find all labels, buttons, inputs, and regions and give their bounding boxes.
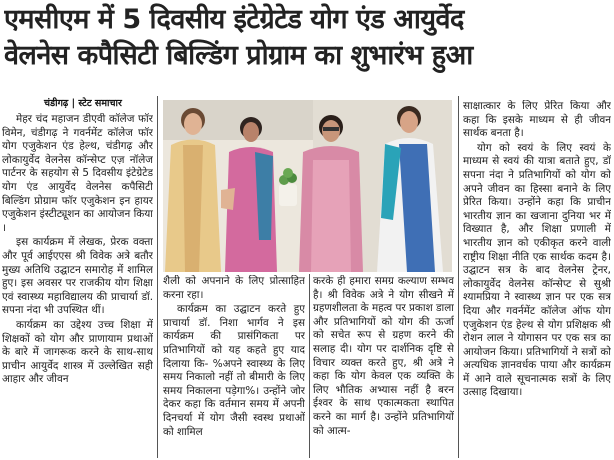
headline: [4, 2, 610, 74]
paragraph: मेहर चंद महाजन डीएवी कॉलेज फॉर विमेन, चंडीगढ़ ने गवर्नमेंट कॉलेज फॉर योग एजुकेशन एंड हेल्थ, चंडीगढ़ और लोकायुर्वेद वेलनेस कॉन्सेप्ट एज़ नॉलेज पार्टनर के सहयोग से 5 दिवसीय इंटेग्रेटेड योग एंड आयुर्वेद वेलनेस कपैसिटी बिल्डिंग प्रोग्राम फॉर एजुकेशन इन हायर एजुकेशन इंस्टीट्यूशन का आयोजन किया ।: [2, 113, 153, 234]
paragraph: कार्यक्रम का उद्देश्य उच्च शिक्षा में शिक्षकों को योग और प्राणायाम प्रथाओं के बारे में जागरूक करने के साथ-साथ प्राचीन आयुर्वेद शास्त्र में उल्लेखित सही आहार और जीवन: [2, 318, 153, 386]
article-column-2: [163, 275, 305, 458]
paragraph: योग को स्वयं के लिए स्वयं के माध्यम से स्वयं की यात्रा बताते हुए, डॉ सपना नंदा ने प्रतिभागियों को योग को अपने जीवन का हिस्सा बनाने के लिए प्रेरित किया। उन्होंने कहा कि प्राचीन भारतीय ज्ञान का खजाना दुनिया भर में विख्यात है, और शिक्षा प्रणाली में भारतीय ज्ञान को एकीकृत करने वाली राष्ट्रीय शिक्षा नीति एक सार्थक कदम है। उद्घाटन सत्र के बाद वेलनेस ट्रेनर, लोकायुर्वेद वेलनेस कॉन्सेप्ट से सुश्री श्यामप्रिया ने स्वास्थ्य ज्ञान पर एक सत्र दिया और गवर्नमेंट कॉलेज ऑफ योग एजुकेशन एंड हेल्थ से योग प्रशिक्षक श्री रोशन लाल ने योगासन पर एक सत्र का आयोजन किया। प्रतिभागियों ने सत्रों को अत्यधिक ज्ञानवर्धक पाया और कार्यक्रम में आने वाले सूचनात्मक सत्रों के लिए उत्साह दिखाया।: [463, 141, 611, 399]
paragraph: कार्यक्रम का उद्घाटन करते हुए प्राचार्या डॉ. निशा भार्गव ने इस कार्यक्रम की प्रासंगिकता पर प्रतिभागियों को यह कहते हुए याद दिलाया कि- %अपने स्वास्थ्य के लिए समय निकालो नहीं तो बीमारी के लिए समय निकालना पड़ेगा%। उन्होंने जोर देकर कहा कि वर्तमान समय में अपनी दिनचर्या में योग जैसी स्वस्थ प्रथाओं को शामिल: [163, 303, 305, 438]
paragraph: करके ही हमारा समग्र कल्याण सम्भव है। श्री विवेक अत्रे ने योग सीखने में ग्रहणशीलता के महत्व पर प्रकाश डाला और प्रतिभागियों को योग की ऊर्जा को सचेत रूप से ग्रहण करने की सलाह दी। योग पर दार्शनिक दृष्टि से विचार व्यक्त करते हुए, श्री अत्रे ने कहा कि योग केवल एक व्यक्ति के लिए भौतिक अभ्यास नहीं है बरन ईश्वर के साथ एकात्मकता स्थापित करने का मार्ग है। उन्होंने प्रतिभागियों को आत्म-: [313, 275, 454, 437]
paragraph: साक्षात्कार के लिए प्रेरित किया और कहा कि इसके माध्यम से ही जीवन सार्थक बनता है।: [463, 100, 611, 140]
paragraph: इस कार्यक्रम में लेखक, प्रेरक वक्ता और पूर्व आईएएस श्री विवेक अत्रे बतौर मुख्य अतिथि उद्घाटन समारोह में शामिल हुए। इस अवसर पर राजकीय योग शिक्षा एवं स्वास्थ्य महाविद्यालय की प्राचार्या डॉ. सपना नंदा भी उपस्थित थीं।: [2, 236, 153, 317]
headline-line-1: एमसीएम में 5 दिवसीय इंटेग्रेटेड योग एंड आयुर्वेद: [4, 4, 464, 35]
event-photo-illustration: [163, 100, 452, 272]
article-column-1: [2, 113, 153, 458]
article-column-3: [313, 275, 454, 458]
headline-line-2: वेलनेस कपैसिटी बिल्डिंग प्रोग्राम का शुभारंभ हुआ: [4, 40, 473, 71]
article-column-4: [463, 100, 611, 458]
byline: चंडीगढ़ | स्टेट समाचार: [44, 98, 122, 109]
paragraph: शैली को अपनाने के लिए प्रोत्साहित करना रहा।: [163, 275, 305, 301]
column-divider: [157, 96, 158, 458]
event-photo: [163, 100, 452, 272]
column-divider: [458, 96, 459, 458]
column-divider: [309, 274, 310, 458]
